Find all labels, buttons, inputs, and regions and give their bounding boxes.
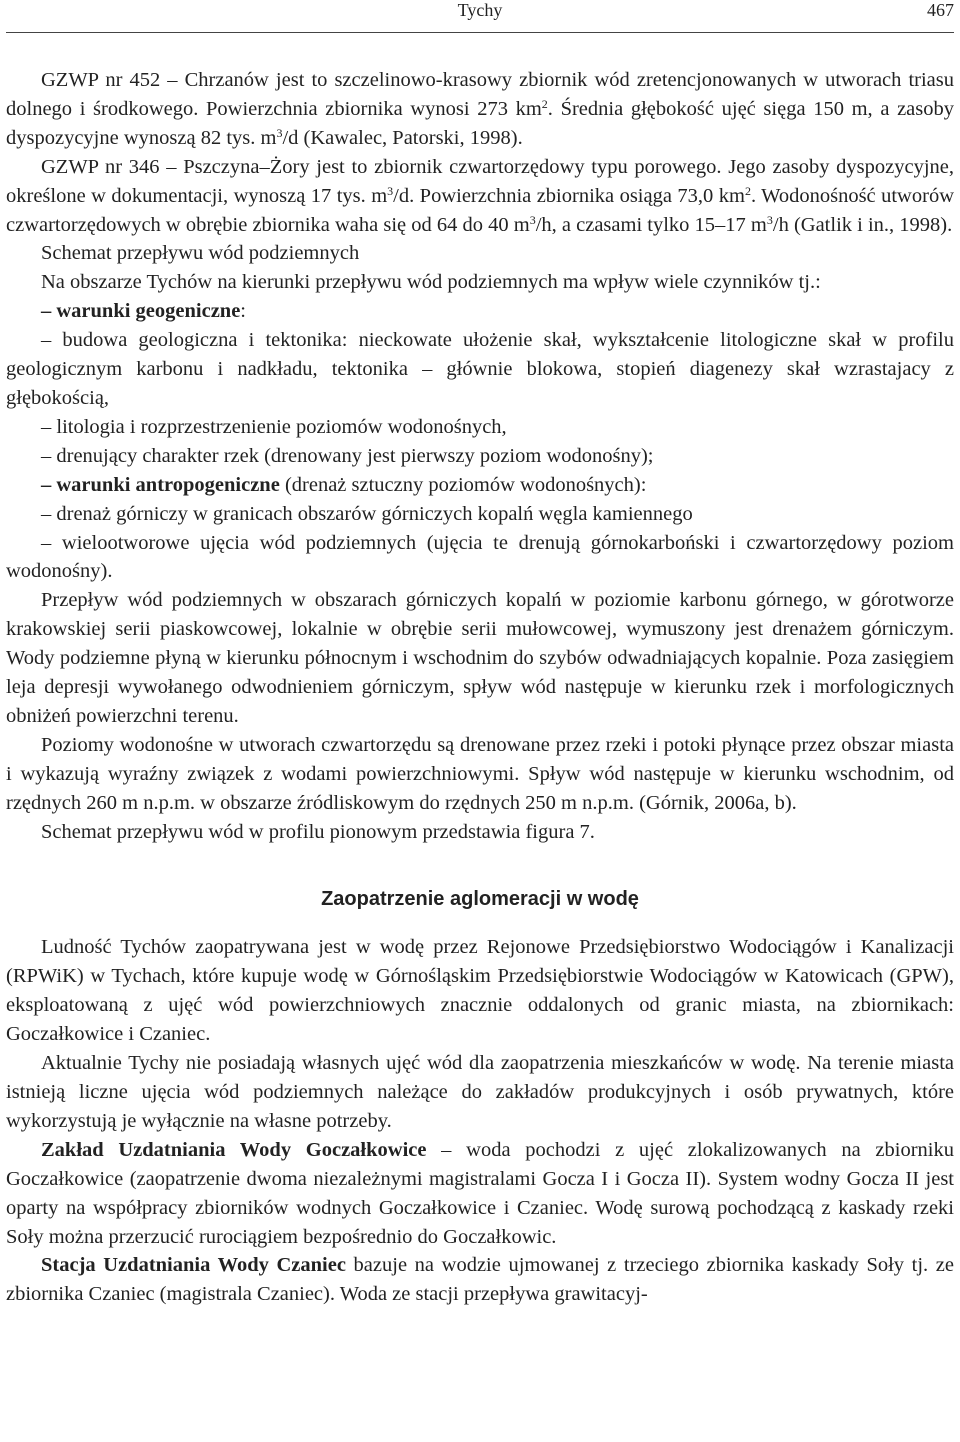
paragraph-water-supply: Ludność Tychów zaopatrywana jest w wodę przez Rejonowe Przedsiębiorstwo Wodociągów i Kanalizacji (RPWiK) w Tychach, które kupuje wodę w Górnośląskim Przedsiębiorstwie Wodociągów w Katowicach (GPW), eksploatowaną z ujęć wód powierzchniowych znacznie oddalonych od granic miasta, na zbiornikach: Goczałkowice i Czaniec. [6, 936, 954, 1046]
list-item-anthropogenic: – warunki antropogeniczne (drenaż sztuczny poziomów wodonośnych): [41, 473, 647, 496]
paragraph-factors-intro: Na obszarze Tychów na kierunki przepływu wód podziemnych ma wpływ wiele czynników tj.: [41, 271, 821, 294]
list-item-lithology: – litologia i rozprzestrzenienie poziomów wodonośnych, [41, 415, 507, 438]
subheading-flow-scheme: Schemat przepływu wód podziemnych [41, 242, 360, 265]
paragraph-gzwp-346: GZWP nr 346 – Pszczyna–Żory jest to zbiornik czwartorzędowy typu porowego. Jego zasoby dyspozycyjne, określone w dokumentacji, wynoszą 17 tys. $m^3/d$. Powierzchnia zbiornika osiąga 73,0 $km^2$. Wodonośność utworów czwartorzędowych w obrębie zbiornika waha się od 64 do 40 $m^3/h$, a czasami tylko 15–17 $m^3/h$ (Gatlik i in., 1998). [6, 155, 954, 236]
list-item-well-intakes: – wielootworowe ujęcia wód podziemnych (ujęcia te drenują górnokarboński i czwartorzędowy poziom wodonośny). [6, 531, 954, 583]
document-body [6, 66, 954, 1309]
paragraph-zuw-goczalkowice: Zakład Uzdatniania Wody Goczałkowice – woda pochodzi z ujęć zlokalizowanych na zbiorniku Goczałkowice (zaopatrzenie dwoma niezależnymi magistralami Gocza I i Gocza II). System wodny Gocza II jest oparty na współpracy zbiorników wodnych Goczałkowice i Czaniec. Wodę surową pochodzącą z kaskady rzeki Soły można przerzucić rurociągiem bezpośrednio do Goczałkowic. [6, 1138, 954, 1248]
list-item-geogenic: – warunki geogeniczne: [41, 300, 246, 323]
paragraph-figure-ref: Schemat przepływu wód w profilu pionowym przedstawia figura 7. [41, 820, 595, 843]
page-number: 467 [927, 0, 954, 20]
running-header [6, 0, 954, 33]
list-item-mining-drainage: – drenaż górniczy w granicach obszarów górniczych kopalń węgla kamiennego [41, 502, 693, 525]
paragraph-mining-flow: Przepływ wód podziemnych w obszarach górniczych kopalń w poziomie karbonu górnego, w górotworze krakowskiej serii piaskowcowej, lokalnie w obrębie serii mułowcowej, wymuszony jest drenażem górniczym. Wody podziemne płyną w kierunku północnym i wschodnim do szybów odwadniających kopalnie. Poza zasięgiem leja depresji wywołanego odwodnieniem górniczym, spływ wód następuje w kierunku rzek i morfologicznych obniżeń powierzchni terenu. [6, 589, 954, 727]
section-heading: Zaopatrzenie aglomeracji w wodę [321, 888, 639, 911]
list-item-geology: – budowa geologiczna i tektonika: nieckowate ułożenie skał, wykształcenie litologiczne skał w profilu geologicznym karbonu i nadkładu, tektonika – głównie blokowa, stopień diagenezy skał wzrastajacy z głębokością, [6, 329, 954, 409]
list-item-rivers: – drenujący charakter rzek (drenowany jest pierwszy poziom wodonośny); [41, 444, 654, 467]
paragraph-no-own-intakes: Aktualnie Tychy nie posiadają własnych ujęć wód dla zaopatrzenia mieszkańców w wodę. Na terenie miasta istnieją liczne ujęcia wód podziemnych należące do zakładów produkcyjnych i osób prywatnych, które wykorzystują je wyłącznie na własne potrzeby. [6, 1052, 954, 1132]
paragraph-quaternary: Poziomy wodonośne w utworach czwartorzędu są drenowane przez rzeki i potoki płynące przez obszar miasta i wykazują wyraźny związek z wodami powierzchniowymi. Spływ wód następuje w kierunku wschodnim, od rzędnych 260 m n.p.m. w obszarze źródliskowym do rzędnych 250 m n.p.m. (Górnik, 2006a, b). [6, 733, 954, 814]
paragraph-suw-czaniec: Stacja Uzdatniania Wody Czaniec bazuje na wodzie ujmowanej z trzeciego zbiornika kaskady Soły tj. ze zbiornika Czaniec (magistrala Czaniec). Woda ze stacji przepływa grawitacyj- [6, 1254, 954, 1306]
running-title: Tychy [457, 0, 503, 20]
paragraph-gzwp-452: GZWP nr 452 – Chrzanów jest to szczelinowo-krasowy zbiornik wód zretencjonowanych w utworach triasu dolnego i środkowego. Powierzchnia zbiornika wynosi 273 $km^2$. Średnia głębokość ujęć sięga 150 m, a zasoby dyspozycyjne wynoszą 82 tys. $m^3/d$ (Kawalec, Patorski, 1998). [6, 69, 954, 149]
